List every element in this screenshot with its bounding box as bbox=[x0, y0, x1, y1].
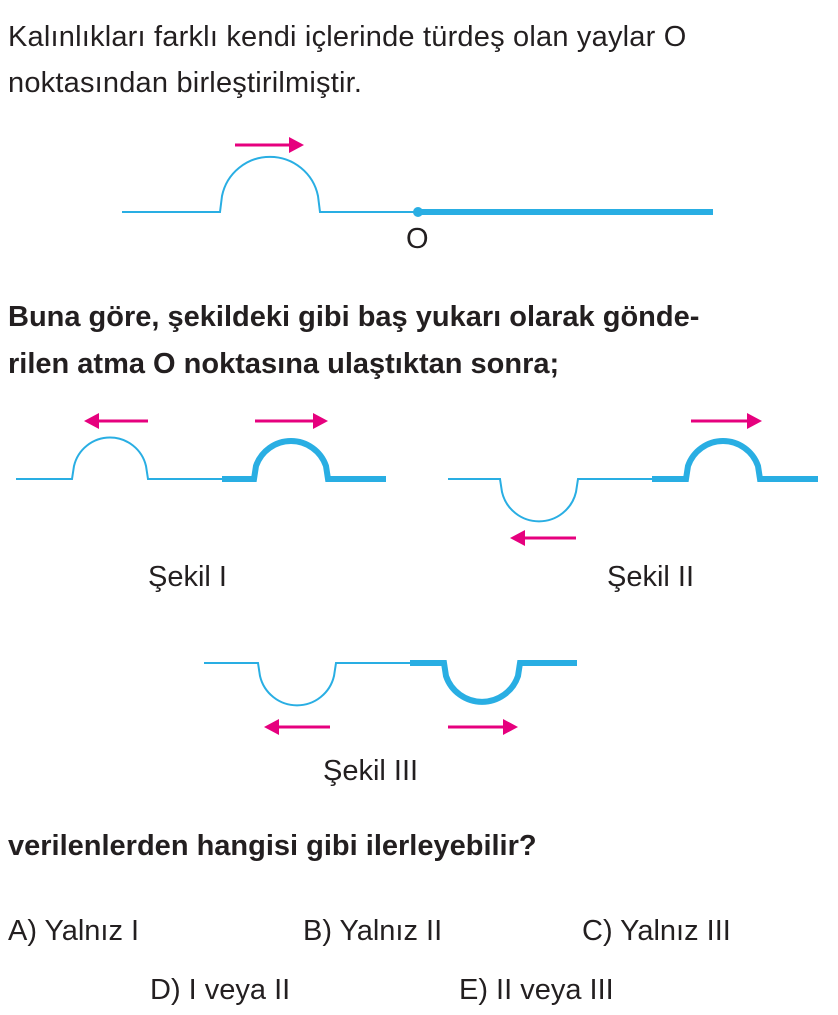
question-line-1: Buna göre, şekildeki gibi baş yukarı olarak gönde- bbox=[8, 301, 700, 333]
choice-b[interactable]: B) Yalnız II bbox=[303, 915, 443, 947]
question-line-2: rilen atma O noktasına ulaştıktan sonra; bbox=[8, 348, 560, 380]
choice-e[interactable]: E) II veya III bbox=[459, 974, 614, 1006]
sekil-3-label: Şekil III bbox=[323, 755, 419, 787]
right-arrow-icon bbox=[691, 413, 762, 429]
sekil-3-thick-spring bbox=[410, 663, 577, 702]
right-arrow-icon bbox=[235, 137, 304, 153]
sekil-3-thin-spring bbox=[204, 663, 410, 705]
sekil-2-figure bbox=[448, 413, 818, 546]
choice-d[interactable]: D) I veya II bbox=[150, 974, 291, 1006]
sekil-2-label: Şekil II bbox=[607, 561, 695, 593]
point-o-label: O bbox=[406, 223, 429, 255]
left-arrow-icon bbox=[510, 530, 576, 546]
junction-point-o bbox=[413, 207, 423, 217]
stem-line-2: noktasından birleştirilmiştir. bbox=[8, 67, 363, 99]
sekil-1-thick-spring bbox=[222, 441, 386, 479]
sekil-1-figure bbox=[16, 413, 386, 479]
stem-line-1: Kalınlıkları farklı kendi içlerinde türdeş olan yaylar O bbox=[8, 21, 687, 53]
sekil-2-thin-spring bbox=[448, 479, 652, 521]
sekil-2-thick-spring bbox=[652, 441, 818, 479]
conclusion-text: verilenlerden hangisi gibi ilerleyebilir? bbox=[8, 830, 537, 862]
left-arrow-icon bbox=[264, 719, 330, 735]
choice-c[interactable]: C) Yalnız III bbox=[582, 915, 731, 947]
sekil-3-figure bbox=[204, 663, 577, 735]
thin-spring-with-pulse bbox=[122, 157, 418, 212]
left-arrow-icon bbox=[84, 413, 148, 429]
right-arrow-icon bbox=[448, 719, 518, 735]
main-spring-figure bbox=[122, 137, 713, 217]
sekil-1-label: Şekil I bbox=[148, 561, 227, 593]
question-text bbox=[8, 294, 834, 388]
choice-a[interactable]: A) Yalnız I bbox=[8, 915, 140, 947]
right-arrow-icon bbox=[255, 413, 328, 429]
sekil-1-thin-spring bbox=[16, 438, 222, 479]
